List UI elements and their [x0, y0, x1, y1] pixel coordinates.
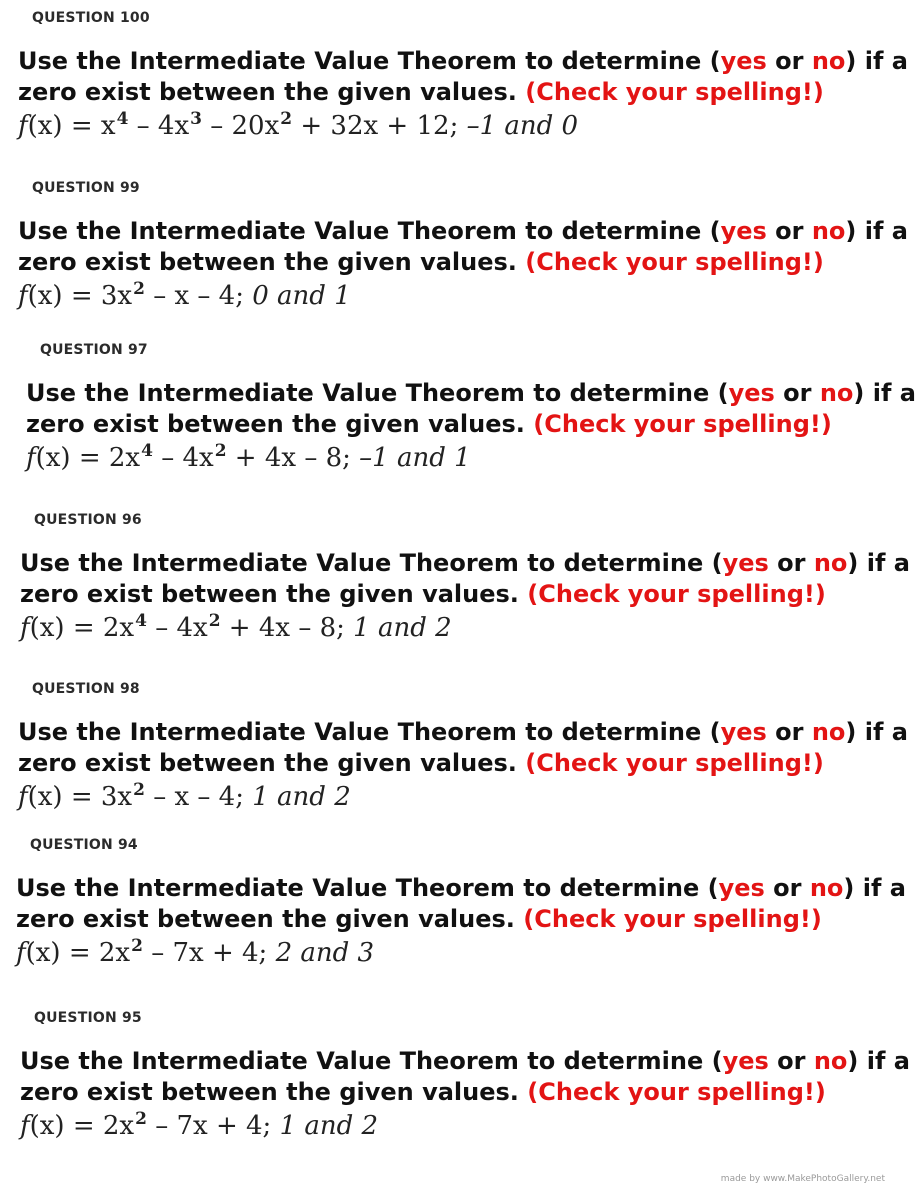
spelling-reminder: (Check your spelling!)	[523, 905, 822, 933]
function-name: f	[20, 1111, 30, 1141]
exponent: 2	[135, 1109, 147, 1129]
formula-text: – 4x	[128, 111, 190, 141]
exponent: 4	[141, 441, 153, 461]
spelling-reminder: (Check your spelling!)	[525, 248, 824, 276]
question-number: QUESTION 94	[30, 837, 138, 853]
prompt-line-2: zero exist between the given values.	[26, 410, 534, 438]
question-number: QUESTION 99	[32, 180, 140, 196]
formula-text: (x) = 2x	[29, 613, 135, 643]
exponent: 2	[133, 279, 145, 299]
no-option: no	[809, 874, 844, 902]
question-prompt	[18, 46, 908, 108]
no-option: no	[813, 1047, 848, 1075]
prompt-text: Use the Intermediate Value Theorem to determine (	[18, 718, 721, 746]
prompt-text-end: ) if a	[847, 549, 910, 577]
exponent: 2	[131, 936, 143, 956]
prompt-text-end: ) if a	[853, 379, 916, 407]
formula-text: – x – 4;	[144, 782, 253, 812]
prompt-or: or	[766, 718, 812, 746]
prompt-text: Use the Intermediate Value Theorem to determine (	[16, 874, 719, 902]
formula-text: – x – 4;	[144, 281, 253, 311]
spelling-reminder: (Check your spelling!)	[525, 78, 824, 106]
prompt-text: Use the Intermediate Value Theorem to determine (	[18, 47, 721, 75]
prompt-line-2: zero exist between the given values.	[16, 905, 524, 933]
prompt-or: or	[768, 1047, 814, 1075]
question-number: QUESTION 96	[34, 512, 142, 528]
formula-text: – 4x	[152, 443, 214, 473]
question-prompt	[20, 548, 910, 610]
spelling-reminder: (Check your spelling!)	[533, 410, 832, 438]
no-option: no	[811, 47, 846, 75]
function-formula	[20, 613, 452, 646]
question-number: QUESTION 98	[32, 681, 140, 697]
prompt-text: Use the Intermediate Value Theorem to determine (	[26, 379, 729, 407]
yes-option: yes	[718, 874, 765, 902]
question-prompt	[18, 216, 908, 278]
yes-option: yes	[720, 718, 767, 746]
prompt-text-end: ) if a	[847, 1047, 910, 1075]
spelling-reminder: (Check your spelling!)	[527, 580, 826, 608]
formula-text: – 20x	[201, 111, 280, 141]
exponent: 4	[135, 611, 147, 631]
prompt-line-2: zero exist between the given values.	[20, 1078, 528, 1106]
interval-values: 2 and 3	[275, 938, 375, 968]
spelling-reminder: (Check your spelling!)	[525, 749, 824, 777]
question-prompt	[20, 1046, 910, 1108]
prompt-or: or	[766, 217, 812, 245]
formula-text: + 4x – 8;	[220, 613, 354, 643]
no-option: no	[811, 718, 846, 746]
question-prompt	[26, 378, 916, 440]
interval-values: –1 and 0	[466, 111, 579, 141]
formula-text: – 4x	[146, 613, 208, 643]
question-number: QUESTION 95	[34, 1010, 142, 1026]
formula-text: (x) = x	[27, 111, 116, 141]
prompt-or: or	[768, 549, 814, 577]
function-formula	[26, 443, 471, 476]
interval-values: 1 and 2	[252, 782, 351, 812]
formula-text: (x) = 2x	[25, 938, 131, 968]
prompt-text-end: ) if a	[845, 217, 908, 245]
prompt-or: or	[766, 47, 812, 75]
no-option: no	[819, 379, 854, 407]
prompt-text-end: ) if a	[843, 874, 906, 902]
question-number: QUESTION 100	[32, 10, 150, 26]
prompt-line-2: zero exist between the given values.	[18, 248, 526, 276]
formula-text: + 4x – 8;	[226, 443, 360, 473]
no-option: no	[813, 549, 848, 577]
function-name: f	[20, 613, 30, 643]
exponent: 2	[280, 109, 293, 129]
function-formula	[18, 281, 351, 314]
function-name: f	[18, 782, 28, 812]
no-option: no	[811, 217, 846, 245]
question-prompt	[16, 873, 906, 935]
yes-option: yes	[722, 549, 769, 577]
formula-text: (x) = 3x	[27, 782, 133, 812]
exponent: 2	[208, 611, 221, 631]
formula-text: + 32x + 12;	[292, 111, 467, 141]
formula-text: (x) = 2x	[35, 443, 141, 473]
prompt-line-2: zero exist between the given values.	[18, 749, 526, 777]
prompt-line-2: zero exist between the given values.	[18, 78, 526, 106]
interval-values: 1 and 2	[353, 613, 452, 643]
exponent: 4	[116, 109, 129, 129]
yes-option: yes	[720, 47, 767, 75]
formula-text: (x) = 3x	[27, 281, 133, 311]
yes-option: yes	[720, 217, 767, 245]
yes-option: yes	[722, 1047, 769, 1075]
formula-text: (x) = 2x	[29, 1111, 135, 1141]
question-number: QUESTION 97	[40, 342, 148, 358]
prompt-text: Use the Intermediate Value Theorem to determine (	[18, 217, 721, 245]
exponent: 2	[133, 780, 145, 800]
watermark: made by www.MakePhotoGallery.net	[720, 1174, 885, 1184]
prompt-text-end: ) if a	[845, 47, 908, 75]
function-formula	[18, 782, 351, 815]
prompt-or: or	[774, 379, 820, 407]
exponent: 3	[190, 109, 202, 129]
prompt-line-2: zero exist between the given values.	[20, 580, 528, 608]
function-formula	[18, 111, 578, 144]
function-name: f	[18, 281, 28, 311]
formula-text: – 7x + 4;	[142, 938, 276, 968]
function-name: f	[26, 443, 36, 473]
function-name: f	[16, 938, 26, 968]
question-prompt	[18, 717, 908, 779]
interval-values: –1 and 1	[359, 443, 471, 473]
prompt-text-end: ) if a	[845, 718, 908, 746]
interval-values: 0 and 1	[252, 281, 351, 311]
prompt-or: or	[764, 874, 810, 902]
function-formula	[20, 1111, 378, 1144]
interval-values: 1 and 2	[279, 1111, 379, 1141]
exponent: 2	[214, 441, 227, 461]
prompt-text: Use the Intermediate Value Theorem to determine (	[20, 1047, 723, 1075]
spelling-reminder: (Check your spelling!)	[527, 1078, 826, 1106]
function-formula	[16, 938, 374, 971]
function-name: f	[18, 111, 28, 141]
formula-text: – 7x + 4;	[146, 1111, 280, 1141]
yes-option: yes	[728, 379, 775, 407]
prompt-text: Use the Intermediate Value Theorem to determine (	[20, 549, 723, 577]
